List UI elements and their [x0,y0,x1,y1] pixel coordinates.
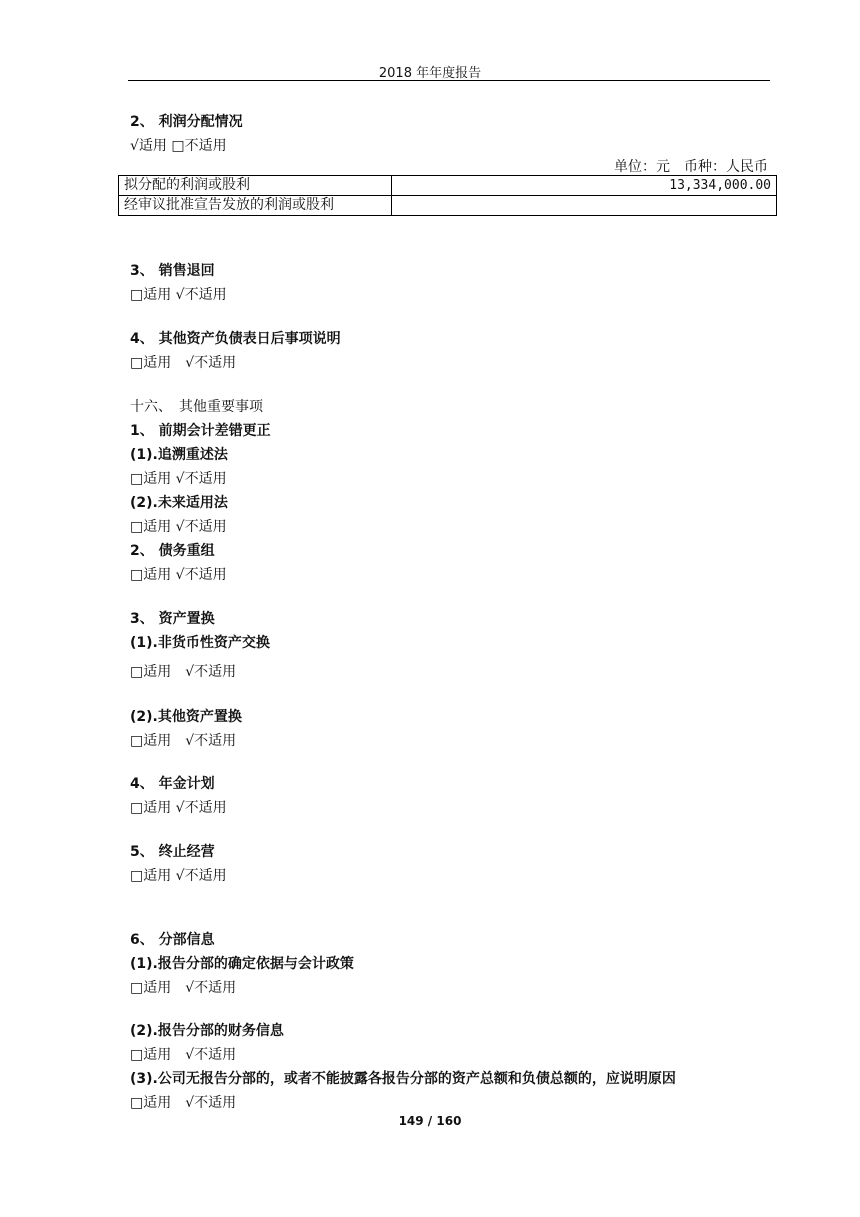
applicability-option: □适用 √不适用 [130,664,237,680]
item-heading-debt-restructuring: 2、 债务重组 [130,543,215,559]
section-heading-post-balance-sheet: 4、 其他资产负债表日后事项说明 [130,331,341,347]
item-heading-discontinued-operations: 5、 终止经营 [130,844,215,860]
applicability-option: □适用 √不适用 [130,355,237,371]
table-cell-value: 13,334,000.00 [392,176,777,196]
table-cell-label: 经审议批准宣告发放的利润或股利 [119,196,392,216]
applicability-option: □适用 √不适用 [130,567,227,583]
applicability-option: □适用 √不适用 [130,287,227,303]
subitem-heading: (2).报告分部的财务信息 [130,1023,284,1039]
unit-currency-note: 单位：元 币种：人民币 [614,159,768,175]
table-cell-value [392,196,777,216]
subitem-heading: (1).非货币性资产交换 [130,635,270,651]
page-number: 149 / 160 [398,1114,462,1128]
section-heading-sales-returns: 3、 销售退回 [130,263,215,279]
applicability-option: □适用 √不适用 [130,471,227,487]
applicability-option: □适用 √不适用 [130,800,227,816]
item-heading-asset-swap: 3、 资产置换 [130,611,215,627]
applicability-option: □适用 √不适用 [130,733,237,749]
applicability-option: □适用 √不适用 [130,1095,237,1111]
table-cell-label: 拟分配的利润或股利 [119,176,392,196]
table-row [119,196,777,216]
item-heading-error-correction: 1、 前期会计差错更正 [130,423,271,439]
profit-distribution-table [118,175,777,216]
chapter-heading-other-matters: 十六、 其他重要事项 [130,399,263,415]
subitem-heading: (1).报告分部的确定依据与会计政策 [130,956,354,972]
header-rule [128,80,770,81]
subitem-heading: (2).其他资产置换 [130,709,242,725]
item-heading-annuity-plan: 4、 年金计划 [130,776,215,792]
item-heading-segment-info: 6、 分部信息 [130,932,215,948]
page-header-title: 2018 年年度报告 [378,66,482,81]
applicability-option: □适用 √不适用 [130,868,227,884]
section-heading-profit-distribution: 2、 利润分配情况 [130,114,243,130]
applicability-option: □适用 √不适用 [130,1047,237,1063]
applicability-option: □适用 √不适用 [130,980,237,996]
subitem-heading: (3).公司无报告分部的，或者不能披露各报告分部的资产总额和负债总额的，应说明原因 [130,1071,676,1087]
applicability-option: □适用 √不适用 [130,519,227,535]
table-row [119,176,777,196]
subitem-heading: (1).追溯重述法 [130,447,228,463]
applicability-option: √适用 □不适用 [130,138,227,154]
subitem-heading: (2).未来适用法 [130,495,228,511]
